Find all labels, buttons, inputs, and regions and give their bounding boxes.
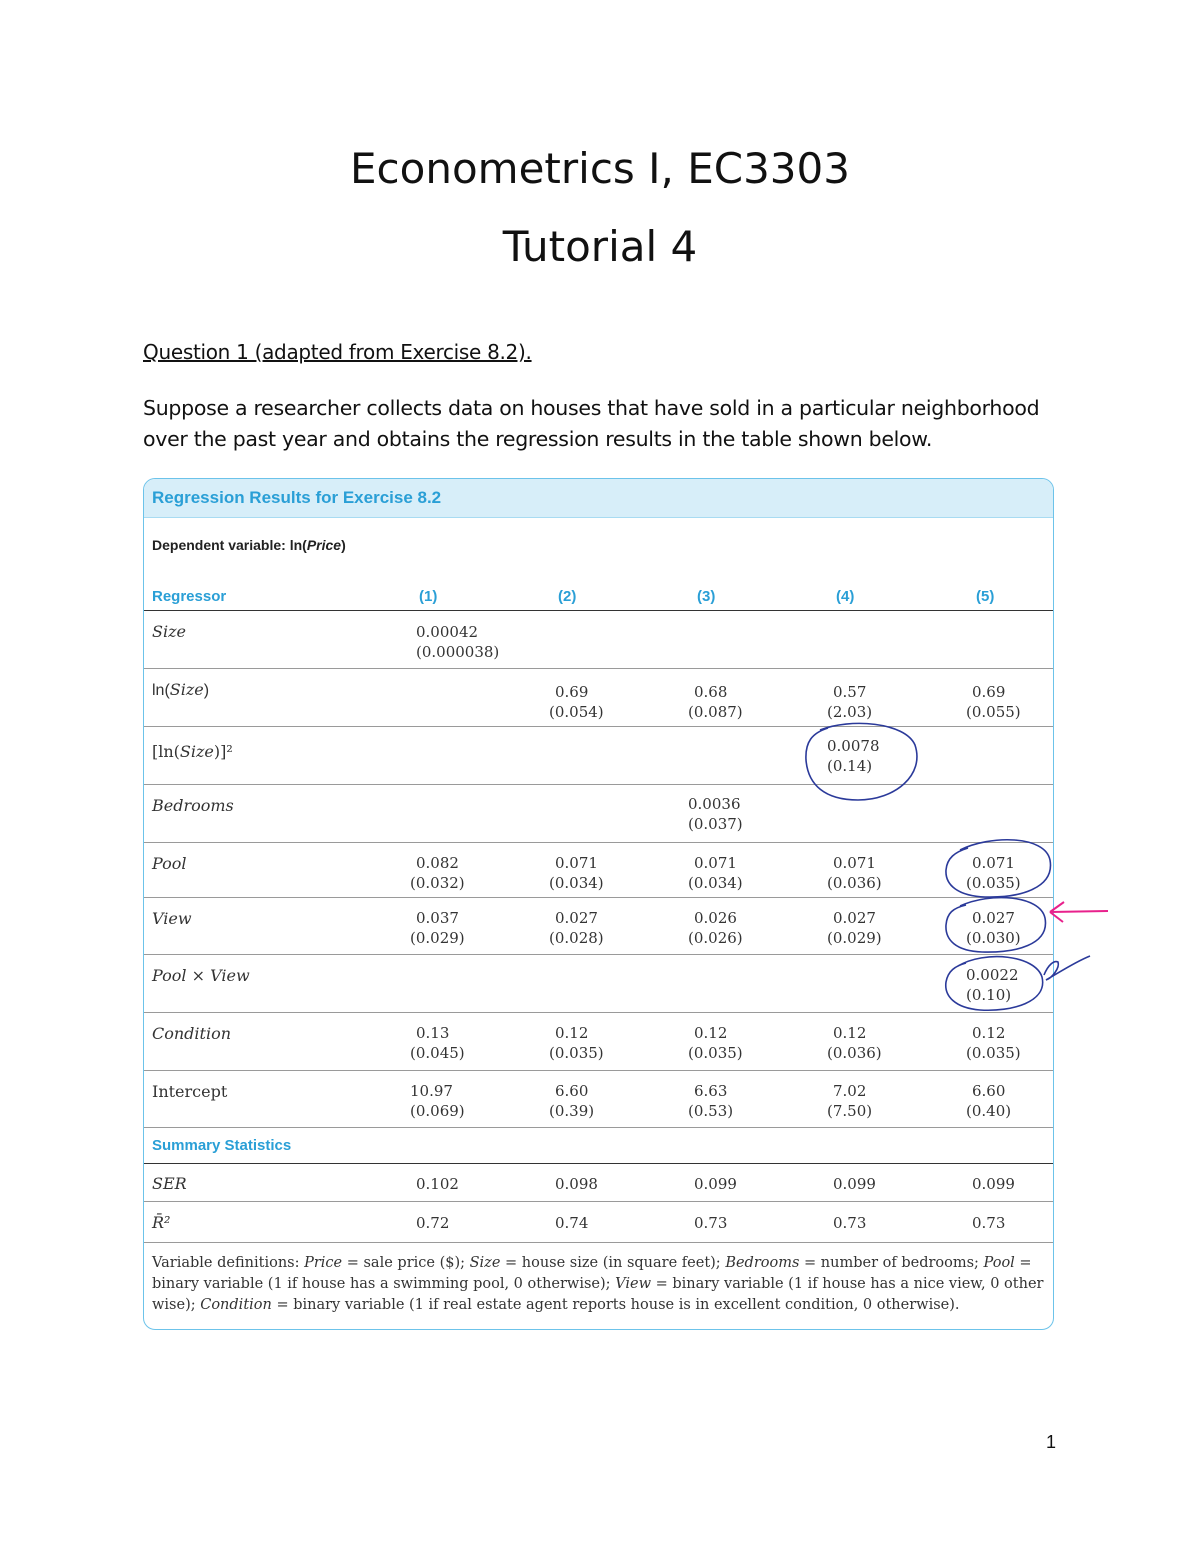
column-header-row xyxy=(144,585,1053,611)
cell-condition-2: 0.12 (0.035) xyxy=(549,1024,604,1062)
row-label: Condition xyxy=(152,1024,232,1043)
row-label: SER xyxy=(152,1174,187,1193)
table-row-ser xyxy=(144,1165,1053,1202)
row-label: Intercept xyxy=(152,1082,228,1101)
column-header-3: (3) xyxy=(697,588,716,605)
cell-ln-size-4: 0.57 (2.03) xyxy=(827,683,873,721)
cell-ln-size-3: 0.68 (0.087) xyxy=(688,683,743,721)
cell-pool-1: 0.082 (0.032) xyxy=(410,854,465,892)
cell-r2-1: 0.72 xyxy=(416,1214,450,1232)
cell-ser-3: 0.099 xyxy=(694,1175,737,1193)
cell-r2-5: 0.73 xyxy=(972,1214,1006,1232)
table-row-pool xyxy=(144,844,1053,898)
column-header-1: (1) xyxy=(419,588,438,605)
intro-paragraph: Suppose a researcher collects data on houses that have sold in a particular neighborhood over the past year and obtains the regression results in the table shown below. xyxy=(143,396,1040,451)
cell-pool-2: 0.071 (0.034) xyxy=(549,854,604,892)
document-title: Econometrics I, EC3303 xyxy=(350,144,850,193)
regression-table xyxy=(143,478,1054,1330)
row-label: Bedrooms xyxy=(152,796,234,815)
cell-view-4: 0.027 (0.029) xyxy=(827,909,882,947)
table-row-condition xyxy=(144,1014,1053,1071)
table-row-bedrooms xyxy=(144,786,1053,843)
cell-ser-4: 0.099 xyxy=(833,1175,876,1193)
table-row-pool-x-view xyxy=(144,956,1053,1013)
row-label: ln(Size) xyxy=(152,680,210,699)
cell-condition-1: 0.13 (0.045) xyxy=(410,1024,465,1062)
divider xyxy=(144,1127,1053,1128)
summary-divider xyxy=(144,1163,1053,1164)
regressor-header: Regressor xyxy=(152,588,227,605)
row-label: [ln(Size)]² xyxy=(152,742,233,761)
cell-view-3: 0.026 (0.026) xyxy=(688,909,743,947)
cell-condition-3: 0.12 (0.035) xyxy=(688,1024,743,1062)
cell-r2-2: 0.74 xyxy=(555,1214,589,1232)
cell-pool-5: 0.071 (0.035) xyxy=(966,854,1021,892)
pink-arrow xyxy=(1050,902,1108,922)
cell-size-1: 0.00042 (0.000038) xyxy=(416,623,500,661)
cell-bedrooms-3: 0.0036 (0.037) xyxy=(688,795,743,833)
table-title: Regression Results for Exercise 8.2 xyxy=(144,479,1053,518)
cell-ln-size-squared-4: 0.0078 (0.14) xyxy=(827,737,880,775)
page-number: 1 xyxy=(1046,1432,1057,1452)
cell-intercept-1: 10.97 (0.069) xyxy=(410,1082,465,1120)
row-label: R̄² xyxy=(152,1213,171,1232)
cell-view-1: 0.037 (0.029) xyxy=(410,909,465,947)
document-subtitle: Tutorial 4 xyxy=(502,222,698,271)
cell-condition-5: 0.12 (0.035) xyxy=(966,1024,1021,1062)
table-row-size xyxy=(144,612,1053,669)
row-label: Pool xyxy=(152,854,187,873)
cell-intercept-3: 6.63 (0.53) xyxy=(688,1082,734,1120)
row-label: View xyxy=(152,909,192,928)
summary-statistics-header: Summary Statistics xyxy=(152,1137,292,1154)
table-row-ln-size-squared xyxy=(144,728,1053,785)
cell-ln-size-2: 0.69 (0.054) xyxy=(549,683,604,721)
cell-ln-size-5: 0.69 (0.055) xyxy=(966,683,1021,721)
column-header-2: (2) xyxy=(558,588,577,605)
cell-view-2: 0.027 (0.028) xyxy=(549,909,604,947)
cell-condition-4: 0.12 (0.036) xyxy=(827,1024,882,1062)
column-header-5: (5) xyxy=(976,588,995,605)
table-row-intercept xyxy=(144,1072,1053,1126)
cell-r2-3: 0.73 xyxy=(694,1214,728,1232)
table-row-r-squared xyxy=(144,1203,1053,1243)
column-header-4: (4) xyxy=(836,588,855,605)
variable-definitions: Variable definitions: Price = sale price ($); Size = house size (in square feet); Bedrooms = number of bedrooms; Pool = binary variable (1 if house has a swimming pool, 0 otherwise); View = binary variable (1 if house has a nice view, 0 other wise); Condition = binary variable (1 if real estate agent reports house is in excellent condition, 0 otherwise). xyxy=(152,1255,1044,1313)
cell-r2-4: 0.73 xyxy=(833,1214,867,1232)
cell-ser-2: 0.098 xyxy=(555,1175,598,1193)
cell-intercept-5: 6.60 (0.40) xyxy=(966,1082,1012,1120)
cell-view-5: 0.027 (0.030) xyxy=(966,909,1021,947)
cell-intercept-4: 7.02 (7.50) xyxy=(827,1082,873,1120)
cell-ser-1: 0.102 xyxy=(416,1175,459,1193)
table-row-view xyxy=(144,899,1053,955)
row-label: Pool × View xyxy=(152,966,250,985)
table-row-ln-size xyxy=(144,670,1053,727)
cell-pool-3: 0.071 (0.034) xyxy=(688,854,743,892)
row-label: Size xyxy=(152,622,186,641)
cell-pool-4: 0.071 (0.036) xyxy=(827,854,882,892)
cell-pool-x-view-5: 0.0022 (0.10) xyxy=(966,966,1019,1004)
dependent-variable-label: Dependent variable: ln(Price) xyxy=(152,537,346,553)
cell-intercept-2: 6.60 (0.39) xyxy=(549,1082,595,1120)
cell-ser-5: 0.099 xyxy=(972,1175,1015,1193)
question-heading: Question 1 (adapted from Exercise 8.2). xyxy=(143,340,532,364)
